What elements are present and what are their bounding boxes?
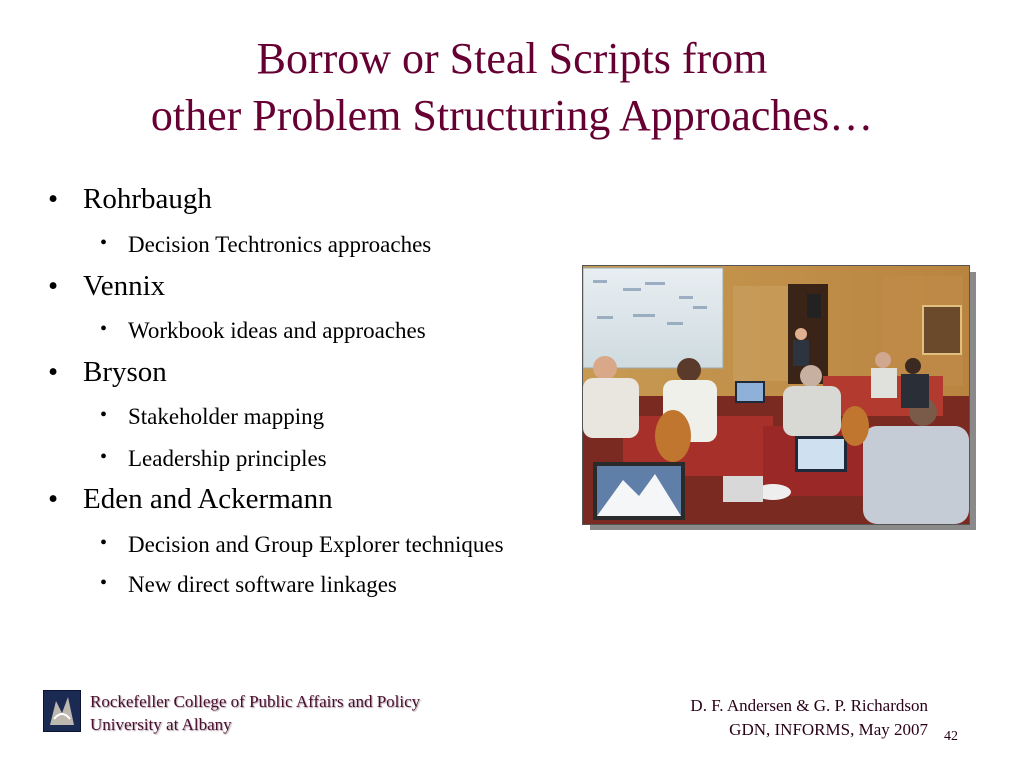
footer-venue: GDN, INFORMS, May 2007 xyxy=(729,720,928,739)
footer-credits xyxy=(690,694,928,742)
organization-line-1: Rockefeller College of Public Affairs and Policy xyxy=(90,692,421,711)
university-logo-icon xyxy=(43,690,81,732)
page-number: 42 xyxy=(944,729,958,744)
organization-name xyxy=(90,690,420,736)
sub-bullet-label: Decision Techtronics approaches xyxy=(128,232,432,257)
sub-bullet-label: Decision and Group Explorer techniques xyxy=(128,532,504,557)
bullet-icon: • xyxy=(48,183,59,215)
bullet-label: Bryson xyxy=(83,356,167,388)
bullet-icon: • xyxy=(48,356,59,388)
bullet-icon: • xyxy=(100,232,108,254)
workshop-photo-illustration xyxy=(583,266,969,524)
slide-title xyxy=(0,30,1024,144)
slide-title-line-2: other Problem Structuring Approaches… xyxy=(150,91,874,140)
bullet-label: Eden and Ackermann xyxy=(83,483,333,515)
bullet-icon: • xyxy=(100,446,108,468)
sub-bullet-label: Stakeholder mapping xyxy=(128,404,325,429)
footer-authors: D. F. Andersen & G. P. Richardson xyxy=(690,696,928,715)
bullet-icon: • xyxy=(100,572,108,594)
bullet-label: Rohrbaugh xyxy=(83,183,212,215)
bullet-icon: • xyxy=(100,404,108,426)
sub-bullet-label: New direct software linkages xyxy=(128,572,397,597)
sub-bullet-label: Workbook ideas and approaches xyxy=(128,318,426,343)
bullet-icon: • xyxy=(100,318,108,340)
bullet-icon: • xyxy=(48,270,59,302)
workshop-photo xyxy=(582,265,970,525)
bullet-icon: • xyxy=(48,483,59,515)
organization-line-2: University at Albany xyxy=(90,715,232,734)
bullet-icon: • xyxy=(100,532,108,554)
slide-title-line-1: Borrow or Steal Scripts from xyxy=(256,34,768,83)
bullet-label: Vennix xyxy=(83,270,166,302)
sub-bullet-label: Leadership principles xyxy=(128,446,327,471)
